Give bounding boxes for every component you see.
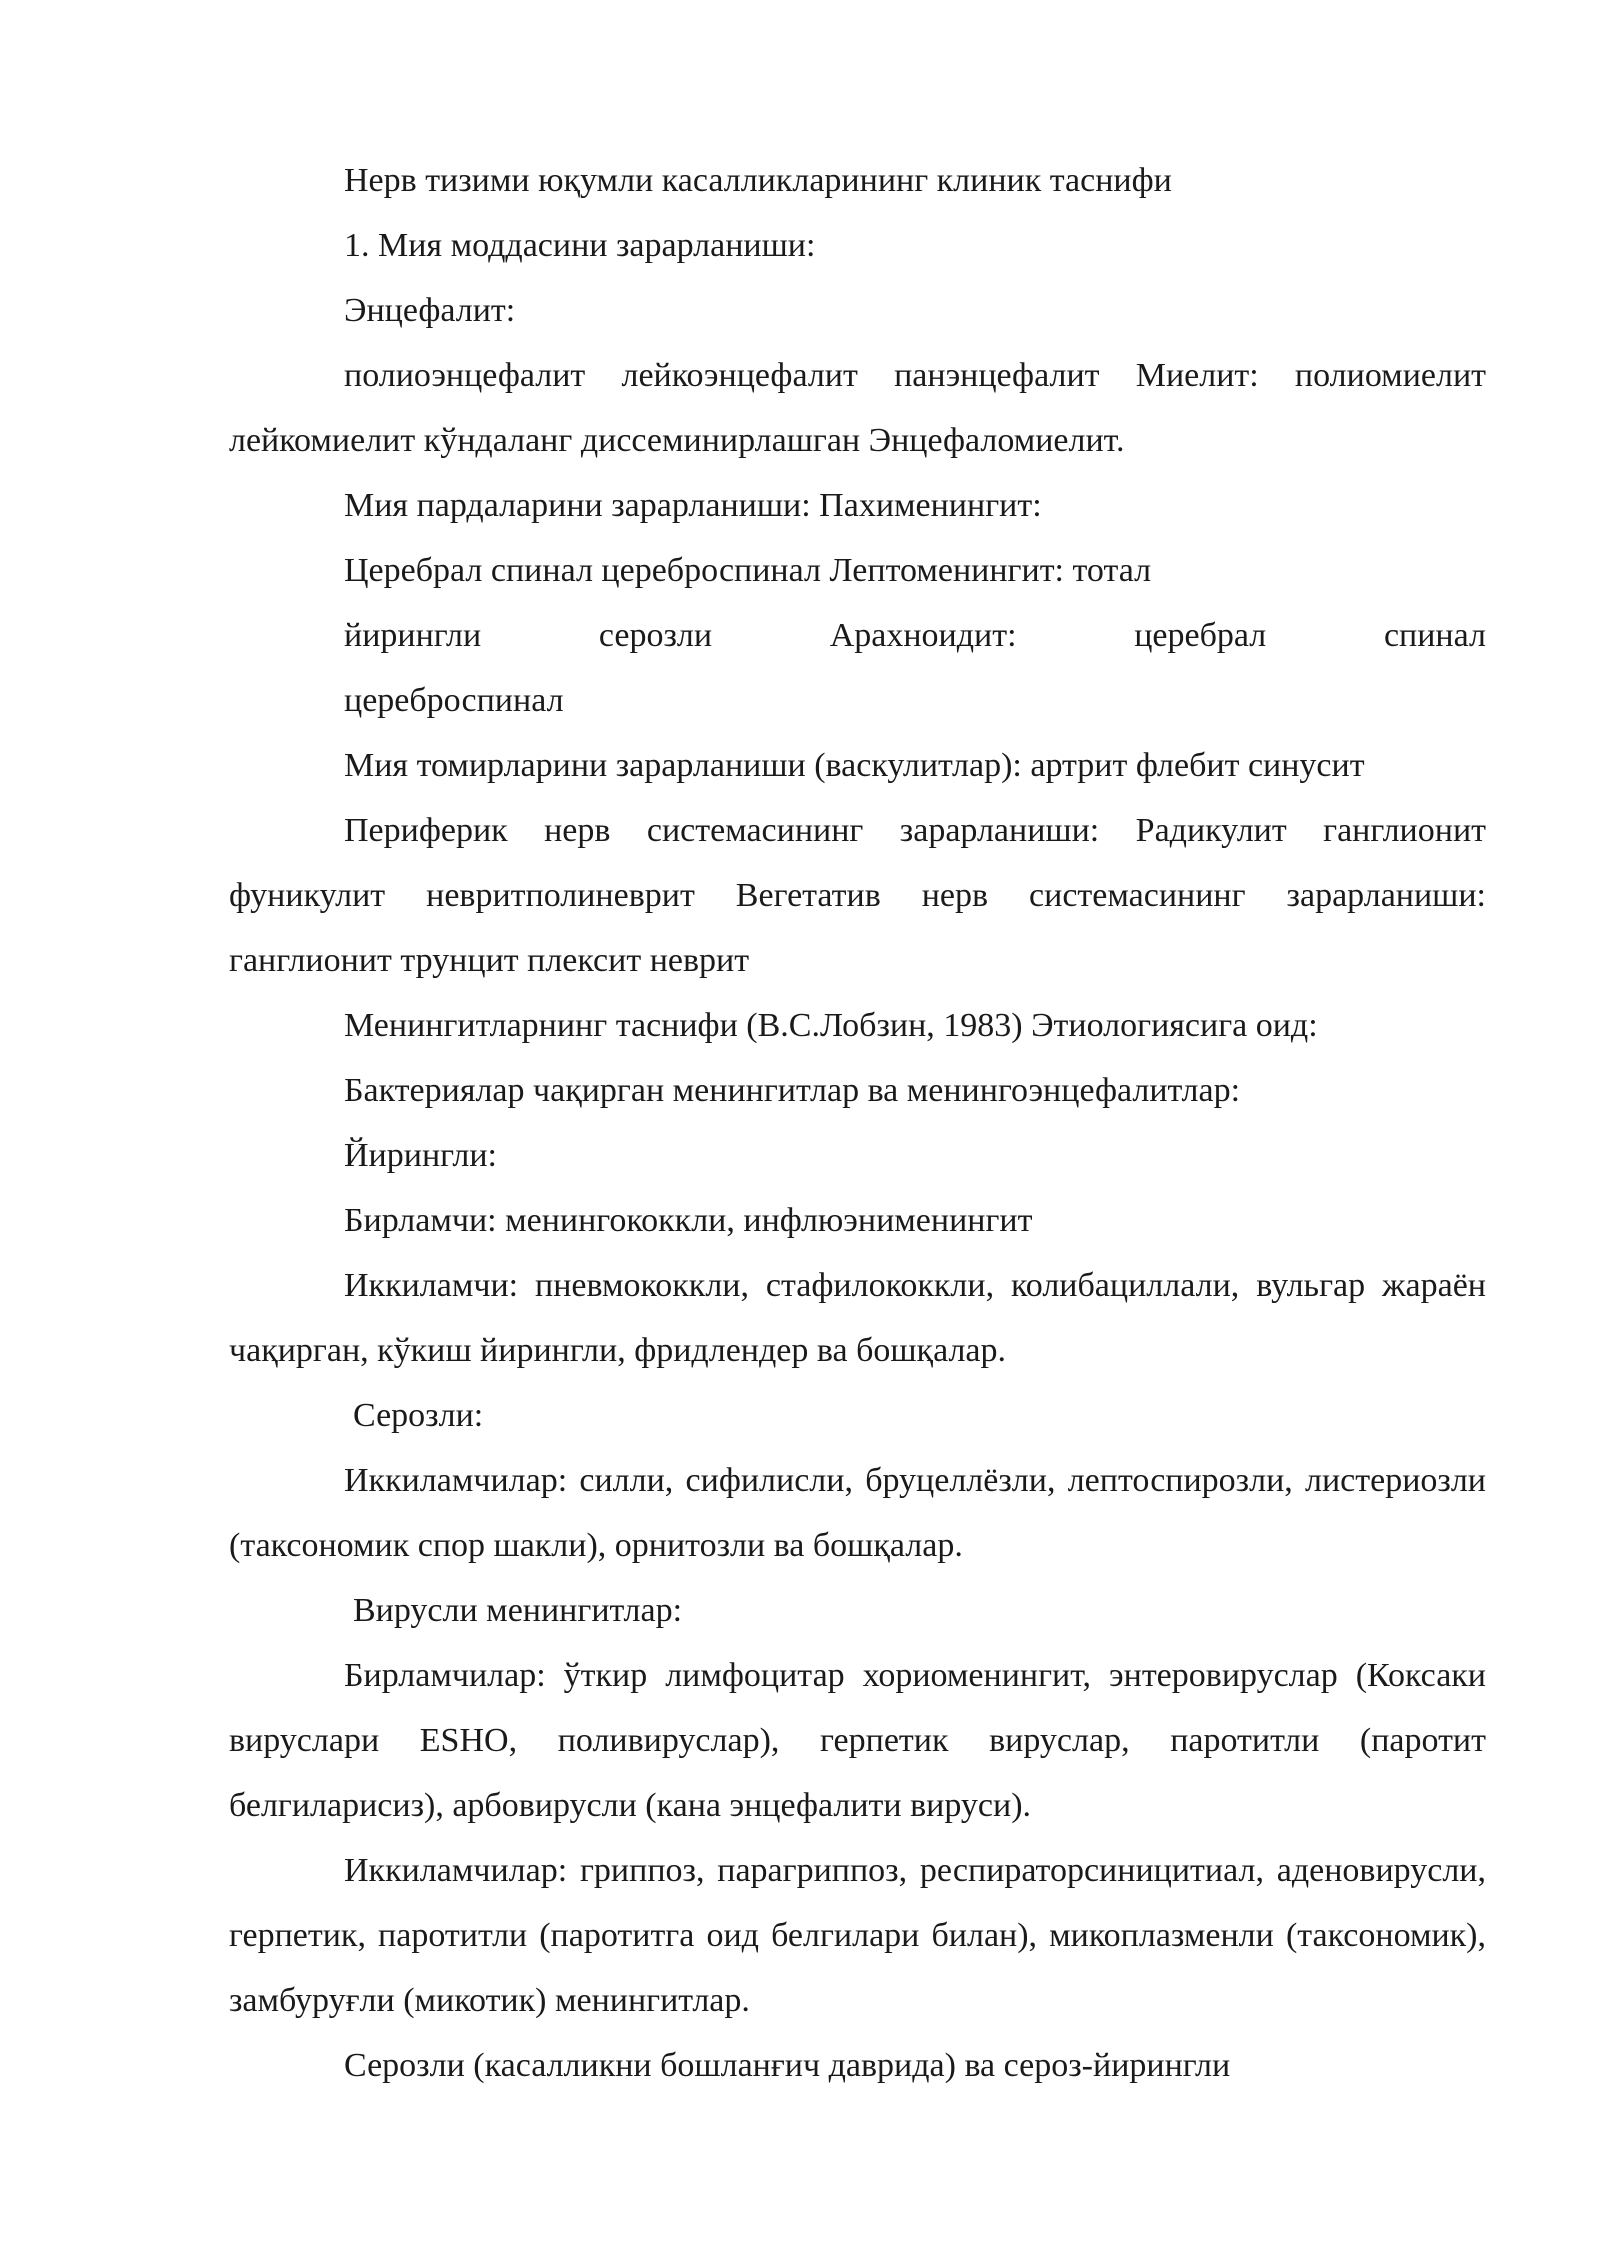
paragraph: Вирусли менингитлар: <box>353 1592 683 1629</box>
paragraph: Мия томирларини зарарланиши (васкулитлар): артрит флебит синусит <box>344 747 1365 784</box>
paragraph: Энцефалит: <box>344 292 516 329</box>
paragraph: Бактериялар чақирган менингитлар ва менингоэнцефалитлар: <box>344 1072 1241 1109</box>
paragraph: Серозли: <box>353 1397 484 1434</box>
paragraph: йирингли серозли Арахноидит: церебрал спинал <box>344 617 1486 654</box>
paragraph: Мия пардаларини зарарланиши: Пахименингит: <box>344 487 1042 524</box>
paragraph: Церебрал спинал цереброспинал Лептоменингит: тотал <box>344 552 1152 589</box>
paragraph: Иккиламчилар: силли, сифилисли, бруцеллёзли, лептоспирозли, листериозли (таксономик спор шакли), орнитозли ва бошқалар. <box>229 1462 1486 1564</box>
paragraph: Серозли (касалликни бошланғич даврида) ва сероз-йирингли <box>344 2047 1231 2084</box>
paragraph: цереброспинал <box>344 682 564 719</box>
document-body <box>229 148 1486 2098</box>
paragraph: Бирламчилар: ўткир лимфоцитар хориоменингит, энтеровируслар (Коксаки вируслари ESHO, поливируслар), герпетик вируслар, паротитли (паротит белгиларисиз), арбовирусли (кана энцефалити вируси). <box>229 1657 1486 1824</box>
paragraph: Иккиламчилар: гриппоз, парагриппоз, респираторсиницитиал, аденовирусли, герпетик, паротитли (паротитга оид белгилари билан), микоплазменли (таксономик), замбуруғли (микотик) менингитлар. <box>229 1852 1486 2019</box>
paragraph: полиоэнцефалит лейкоэнцефалит панэнцефалит Миелит: полиомиелит лейкомиелит кўндаланг диссеминирлашган Энцефаломиелит. <box>229 357 1486 459</box>
paragraph: 1. Мия моддасини зарарланиши: <box>344 227 816 264</box>
paragraph: Иккиламчи: пневмококкли, стафилококкли, колибациллали, вульгар жараён чақирган, кўкиш йирингли, фридлендер ва бошқалар. <box>229 1267 1486 1369</box>
paragraph: Бирламчи: менингококкли, инфлюэнименингит <box>344 1202 1033 1239</box>
paragraph: Менингитларнинг таснифи (В.С.Лобзин, 1983) Этиологиясига оид: <box>344 1007 1318 1044</box>
document-title: Нерв тизими юқумли касалликларининг клиник таснифи <box>344 162 1172 199</box>
paragraph: Йирингли: <box>344 1137 497 1174</box>
paragraph: Периферик нерв системасининг зарарланиши: Радикулит ганглионит фуникулит невритполиневрит Вегетатив нерв системасининг зарарланиши: ганглионит трунцит плексит неврит <box>229 812 1486 979</box>
